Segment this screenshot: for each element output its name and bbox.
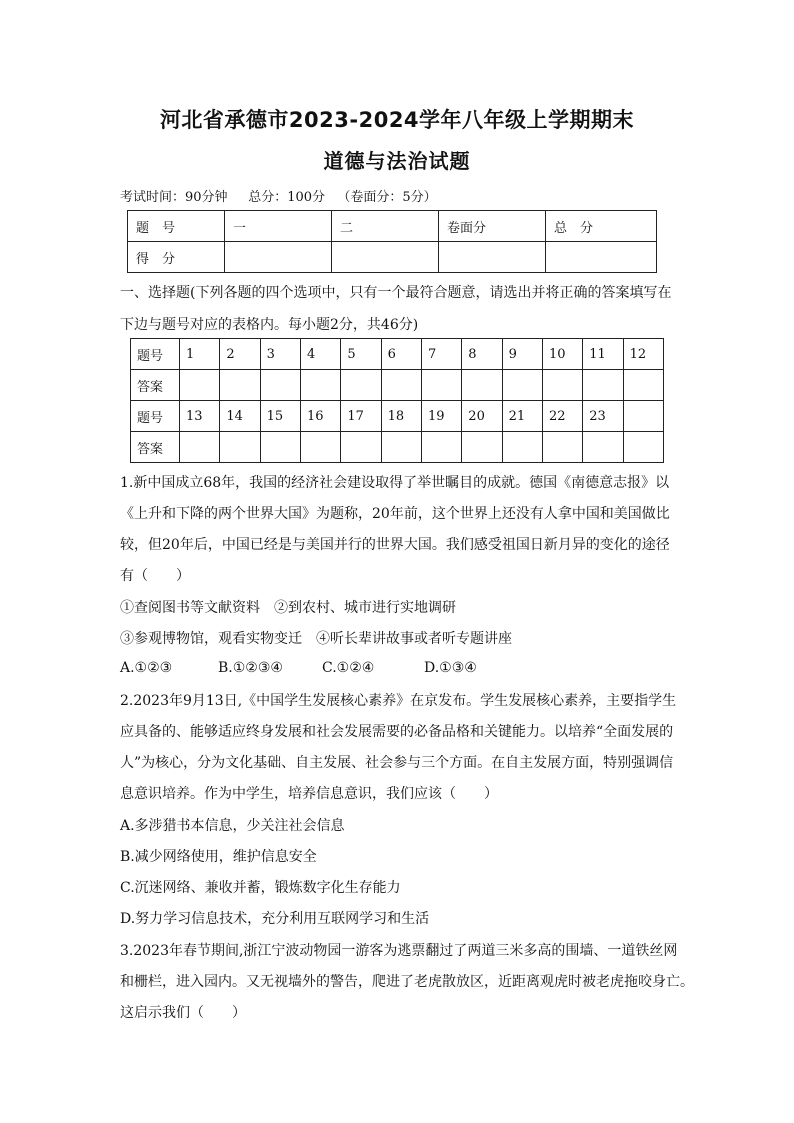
answer-cell <box>583 370 623 401</box>
table-cell: 题 号 <box>128 211 225 242</box>
table-cell: 答案 <box>131 370 180 401</box>
question-1-choice-b: B.①②③④ <box>218 660 283 676</box>
answer-cell <box>623 432 663 463</box>
question-1-option-line: ③参观博物馆，观看实物变迁 ④听长辈讲故事或者听专题讲座 <box>120 631 512 647</box>
table-cell <box>439 242 546 273</box>
table-cell: 16 <box>300 401 340 432</box>
table-cell: 3 <box>260 339 300 370</box>
table-cell: 6 <box>381 339 421 370</box>
table-cell: 17 <box>341 401 381 432</box>
table-cell: 一 <box>225 211 332 242</box>
question-1-option-line: ①查阅图书等文献资料 ②到农村、城市进行实地调研 <box>120 600 456 616</box>
answer-cell <box>381 370 421 401</box>
table-cell <box>546 242 657 273</box>
answer-cell <box>381 432 421 463</box>
table-cell: 总 分 <box>546 211 657 242</box>
question-3-line: 这启示我们（ ） <box>120 1005 246 1021</box>
answer-cell <box>180 432 220 463</box>
exam-title: 河北省承德市2023-2024学年八年级上学期期末 <box>159 108 635 132</box>
exam-subtitle: 道德与法治试题 <box>323 149 471 173</box>
answer-cell <box>421 370 461 401</box>
table-cell: 卷面分 <box>439 211 546 242</box>
table-cell: 4 <box>300 339 340 370</box>
answer-cell <box>220 432 260 463</box>
answer-cell <box>542 370 582 401</box>
table-cell <box>332 242 439 273</box>
question-1-choice-a: A.①②③ <box>120 660 173 676</box>
table-cell: 20 <box>462 401 502 432</box>
question-2-line: 人”为核心，分为文化基础、自主发展、社会参与三个方面。在自主发展方面，特别强调信 <box>120 755 674 771</box>
question-2-line: 应具备的、能够适应终身发展和社会发展需要的必备品格和关键能力。以培养“全面发展的 <box>120 724 674 740</box>
question-2-choice-b: B.减少网络使用，维护信息安全 <box>120 849 317 865</box>
table-cell: 13 <box>180 401 220 432</box>
table-row <box>128 211 657 242</box>
table-cell: 二 <box>332 211 439 242</box>
answer-cell <box>542 432 582 463</box>
question-3-line: 3.2023年春节期间,浙江宁波动物园一游客为逃票翻过了两道三米多高的围墙、一道铁丝网 <box>120 943 678 959</box>
question-2-choice-c: C.沉迷网络、兼收并蓄，锻炼数字化生存能力 <box>120 880 401 896</box>
question-1-choice-c: C.①②④ <box>322 660 375 676</box>
table-row <box>131 432 664 463</box>
answer-cell <box>341 370 381 401</box>
answer-cell <box>220 370 260 401</box>
question-2-line: 2.2023年9月13日,《中国学生发展核心素养》在京发布。学生发展核心素养，主要指学生 <box>120 693 677 709</box>
score-table <box>127 210 657 273</box>
answer-cell <box>623 370 663 401</box>
answer-cell <box>502 432 542 463</box>
question-2-choice-d: D.努力学习信息技术，充分利用互联网学习和生活 <box>120 911 430 927</box>
section-heading-line1: 一、选择题(下列各题的四个选项中，只有一个最符合题意，请选出并将正确的答案填写在 <box>120 285 672 301</box>
question-2-choice-a: A.多涉猎书本信息，少关注社会信息 <box>120 818 345 834</box>
answer-cell <box>462 432 502 463</box>
table-cell: 9 <box>502 339 542 370</box>
table-cell: 19 <box>421 401 461 432</box>
exam-info: 考试时间：90分钟 总分：100分 （卷面分：5分） <box>120 190 437 205</box>
section-heading-line2: 下边与题号对应的表格内。每小题2分，共46分) <box>120 317 419 333</box>
answer-table <box>130 338 664 463</box>
answer-cell <box>300 432 340 463</box>
table-row <box>131 401 664 432</box>
answer-cell <box>260 432 300 463</box>
answer-cell <box>421 432 461 463</box>
table-row <box>128 242 657 273</box>
question-1-line: 有（ ） <box>120 568 190 584</box>
table-row <box>131 339 664 370</box>
table-cell: 12 <box>623 339 663 370</box>
table-cell: 8 <box>462 339 502 370</box>
table-cell: 5 <box>341 339 381 370</box>
question-2-line: 息意识培养。作为中学生，培养信息意识，我们应该（ ） <box>120 786 498 802</box>
answer-cell <box>180 370 220 401</box>
answer-cell <box>502 370 542 401</box>
table-cell: 得 分 <box>128 242 225 273</box>
table-cell: 7 <box>421 339 461 370</box>
answer-cell <box>583 432 623 463</box>
question-1-line: 《上升和下降的两个世界大国》为题称，20年前，这个世界上还没有人拿中国和美国做比 <box>120 506 670 522</box>
answer-cell <box>260 370 300 401</box>
answer-cell <box>462 370 502 401</box>
table-cell: 18 <box>381 401 421 432</box>
table-cell: 14 <box>220 401 260 432</box>
question-1-line: 1.新中国成立68年，我国的经济社会建设取得了举世瞩目的成就。德国《南德意志报》以 <box>120 475 670 491</box>
answer-cell <box>300 370 340 401</box>
table-cell: 21 <box>502 401 542 432</box>
table-cell: 23 <box>583 401 623 432</box>
table-cell: 答案 <box>131 432 180 463</box>
table-cell: 15 <box>260 401 300 432</box>
table-cell <box>623 401 663 432</box>
table-row <box>131 370 664 401</box>
question-1-choice-d: D.①③④ <box>424 660 477 676</box>
table-cell: 11 <box>583 339 623 370</box>
table-cell: 题号 <box>131 401 180 432</box>
table-cell: 1 <box>180 339 220 370</box>
table-cell: 题号 <box>131 339 180 370</box>
question-1-line: 较，但20年后，中国已经是与美国并行的世界大国。我们感受祖国日新月异的变化的途径 <box>120 537 670 553</box>
table-cell: 22 <box>542 401 582 432</box>
question-3-line: 和栅栏，进入园内。又无视墙外的警告，爬进了老虎散放区，近距离观虎时被老虎拖咬身亡。 <box>120 974 694 990</box>
table-cell <box>225 242 332 273</box>
answer-cell <box>341 432 381 463</box>
table-cell: 10 <box>542 339 582 370</box>
table-cell: 2 <box>220 339 260 370</box>
